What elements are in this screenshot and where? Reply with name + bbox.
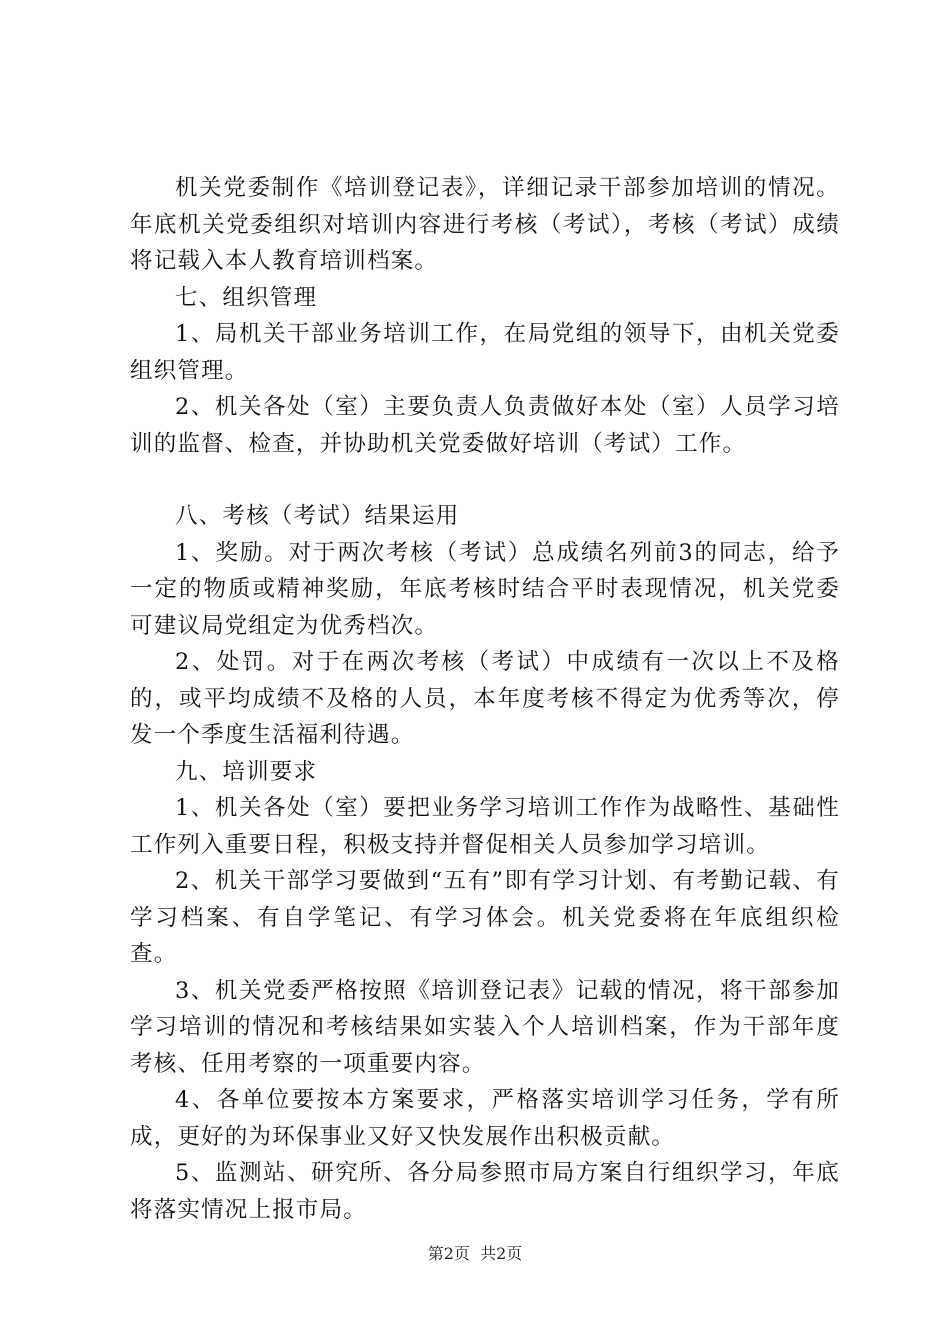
heading-assessment-results: 八、考核（考试）结果运用: [175, 503, 460, 529]
paragraph-management-2: 2、机关各处（室）主要负责人负责做好本处（室）人员学习培训的监督、检查，并协助机关党委做好培训（考试）工作。: [130, 394, 840, 457]
paragraph-reward: 1、奖励。对于两次考核（考试）总成绩名列前3的同志，给予一定的物质或精神奖励，年底考核时结合平时表现情况，机关党委可建议局党组定为优秀档次。: [130, 539, 840, 639]
paragraph-penalty: 2、处罚。对于在两次考核（考试）中成绩有一次以上不及格的，或平均成绩不及格的人员，本年度考核不得定为优秀等次，停发一个季度生活福利待遇。: [130, 649, 840, 748]
page-number: 第2页 共2页: [427, 1244, 523, 1263]
paragraph-requirement-1: 1、机关各处（室）要把业务学习培训工作作为战略性、基础性工作列入重要日程，积极支持并督促相关人员参加学习培训。: [130, 795, 840, 858]
document-body: [130, 170, 840, 1228]
paragraph-requirement-4: 4、各单位要按本方案要求，严格落实培训学习任务，学有所成，更好的为环保事业又好又快发展作出积极贡献。: [130, 1087, 840, 1150]
heading-organization-management: 七、组织管理: [175, 284, 318, 311]
paragraph-requirement-5: 5、监测站、研究所、各分局参照市局方案自行组织学习，年底将落实情况上报市局。: [130, 1160, 840, 1223]
paragraph-registration-record: 机关党委制作《培训登记表》，详细记录干部参加培训的情况。年底机关党委组织对培训内容进行考核（考试），考核（考试）成绩将记载入本人教育培训档案。: [130, 175, 840, 274]
paragraph-requirement-2: 2、机关干部学习要做到“五有”即有学习计划、有考勤记载、有学习档案、有自学笔记、有学习体会。机关党委将在年底组织检查。: [130, 868, 840, 967]
paragraph-requirement-3: 3、机关党委严格按照《培训登记表》记载的情况，将干部参加学习培训的情况和考核结果如实装入个人培训档案，作为干部年度考核、任用考察的一项重要内容。: [130, 977, 840, 1077]
page-footer: [0, 1244, 950, 1264]
heading-training-requirements: 九、培训要求: [175, 758, 318, 785]
paragraph-management-1: 1、局机关干部业务培训工作，在局党组的领导下，由机关党委组织管理。: [130, 321, 840, 384]
